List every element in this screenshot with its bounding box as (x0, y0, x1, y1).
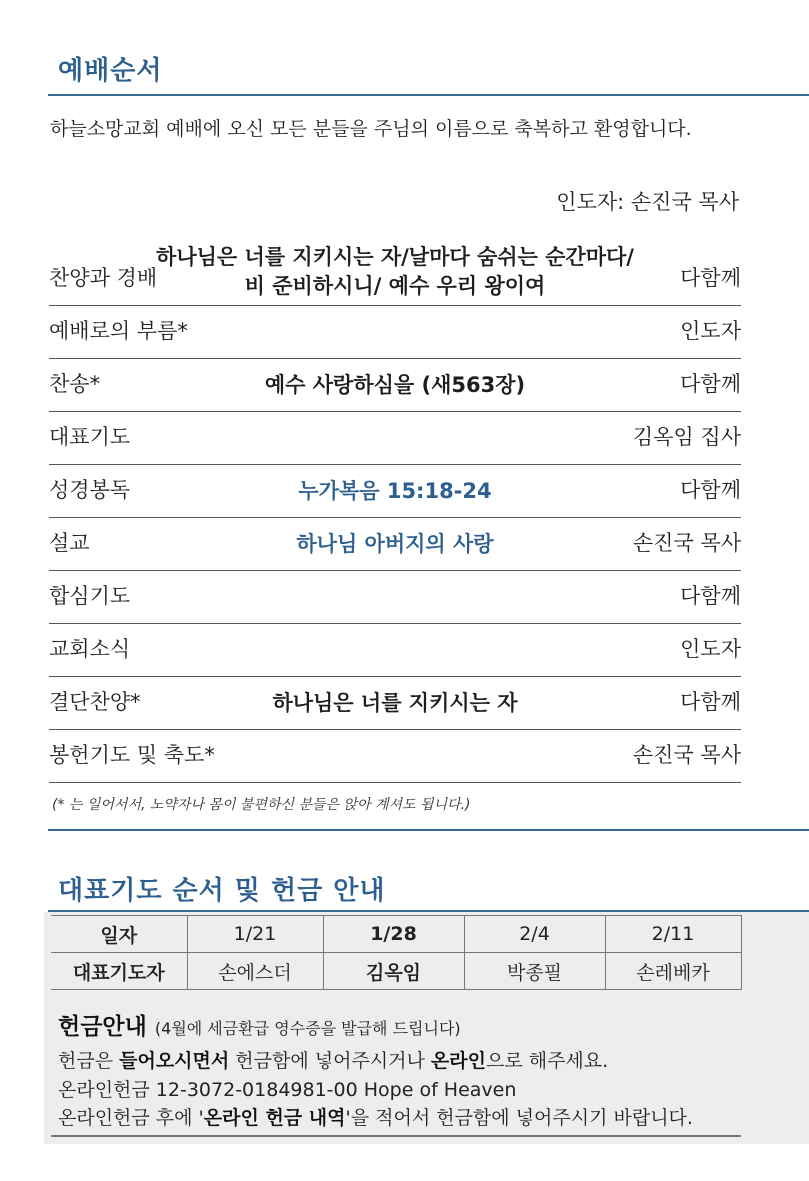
schedule-date: 2/11 (605, 916, 741, 953)
prayer-section-title: 대표기도 순서 및 헌금 안내 (58, 876, 386, 906)
order-item-label: 결단찬양* (49, 690, 141, 714)
order-item-who: 다함께 (680, 690, 741, 714)
order-item-who: 김옥임 집사 (632, 425, 741, 449)
order-row (49, 412, 741, 465)
prayer-schedule-table (51, 915, 742, 990)
offering-emphasis: 들어오시면서 (119, 1050, 230, 1072)
order-item-label: 설교 (49, 531, 90, 555)
order-item-label: 예배로의 부름* (49, 319, 188, 343)
schedule-date: 1/21 (187, 916, 323, 953)
standing-note: (* 는 일어서서, 노약자나 몸이 불편하신 분들은 앉아 계셔도 됩니다.) (52, 797, 471, 813)
offering-account-line: 온라인헌금 12-3072-0184981-00 Hope of Heaven (58, 1079, 517, 1101)
order-item-who: 다함께 (680, 266, 741, 290)
order-item-label: 성경봉독 (49, 478, 131, 502)
order-row (49, 518, 741, 571)
schedule-person-row (51, 953, 741, 990)
welcome-text: 하늘소망교회 예배에 오신 모든 분들을 주님의 이름으로 축복하고 환영합니다. (50, 118, 692, 140)
offering-subtitle: (4월에 세금환급 영수증을 발급해 드립니다) (154, 1019, 461, 1038)
leader-text: 인도자: 손진국 목사 (556, 190, 739, 214)
order-row (49, 677, 741, 730)
praise-songs-line1: 하나님은 너를 지키시는 자/날마다 숨쉬는 순간마다/ (156, 245, 634, 269)
section-divider (48, 829, 809, 831)
order-item-who: 다함께 (680, 372, 741, 396)
offering-bottom-rule (51, 1135, 741, 1137)
order-item-label: 찬양과 경배 (49, 266, 158, 290)
schedule-date-row (51, 916, 741, 953)
offering-text: 온라인헌금 후에 ' (58, 1107, 204, 1129)
order-item-label: 봉헌기도 및 축도* (49, 743, 215, 767)
order-item-who: 인도자 (680, 637, 741, 661)
order-item-label: 합심기도 (49, 584, 131, 608)
offering-line-1 (58, 1046, 608, 1073)
closing-song: 하나님은 너를 지키시는 자 (272, 691, 518, 715)
schedule-date-current: 1/28 (323, 916, 464, 953)
schedule-header-date: 일자 (51, 916, 187, 953)
schedule-header-person: 대표기도자 (51, 953, 187, 990)
order-item-label: 교회소식 (49, 637, 131, 661)
offering-text: '을 적어서 헌금함에 넣어주시기 바랍니다. (345, 1107, 693, 1129)
order-item-who: 인도자 (680, 319, 741, 343)
order-item-label: 찬송* (49, 372, 101, 396)
order-item-who: 다함께 (680, 478, 741, 502)
order-row (49, 244, 741, 306)
order-item-who: 손진국 목사 (632, 531, 741, 555)
title-divider (48, 94, 809, 96)
offering-text: 헌금은 (58, 1050, 120, 1072)
schedule-person: 박종필 (464, 953, 605, 990)
order-row (49, 359, 741, 412)
hymn-title: 예수 사랑하심을 (새563장) (264, 373, 526, 397)
praise-songs (49, 243, 741, 301)
offering-emphasis: 온라인 헌금 내역 (203, 1107, 346, 1129)
offering-text: 으로 해주세요. (485, 1050, 609, 1072)
order-row (49, 624, 741, 677)
order-item-who: 다함께 (680, 584, 741, 608)
offering-title-text: 헌금안내 (58, 1014, 147, 1040)
offering-emphasis: 온라인 (430, 1050, 486, 1072)
schedule-person-current: 김옥임 (323, 953, 464, 990)
praise-songs-line2: 비 준비하시니/ 예수 우리 왕이여 (244, 274, 546, 298)
order-item-label: 대표기도 (49, 425, 131, 449)
schedule-date: 2/4 (464, 916, 605, 953)
order-row (49, 730, 741, 783)
scripture-reference: 누가복음 15:18-24 (298, 479, 492, 503)
schedule-person: 손레베카 (605, 953, 741, 990)
order-row (49, 306, 741, 359)
offering-line-3 (58, 1103, 693, 1130)
order-row (49, 465, 741, 518)
order-row (49, 571, 741, 624)
sermon-title: 하나님 아버지의 사랑 (296, 532, 494, 556)
schedule-person: 손에스더 (187, 953, 323, 990)
order-item-who: 손진국 목사 (632, 743, 741, 767)
page-title: 예배순서 (58, 56, 163, 86)
offering-title (58, 1008, 461, 1041)
offering-text: 헌금함에 넣어주시거나 (229, 1050, 431, 1072)
worship-order-list (49, 244, 741, 783)
